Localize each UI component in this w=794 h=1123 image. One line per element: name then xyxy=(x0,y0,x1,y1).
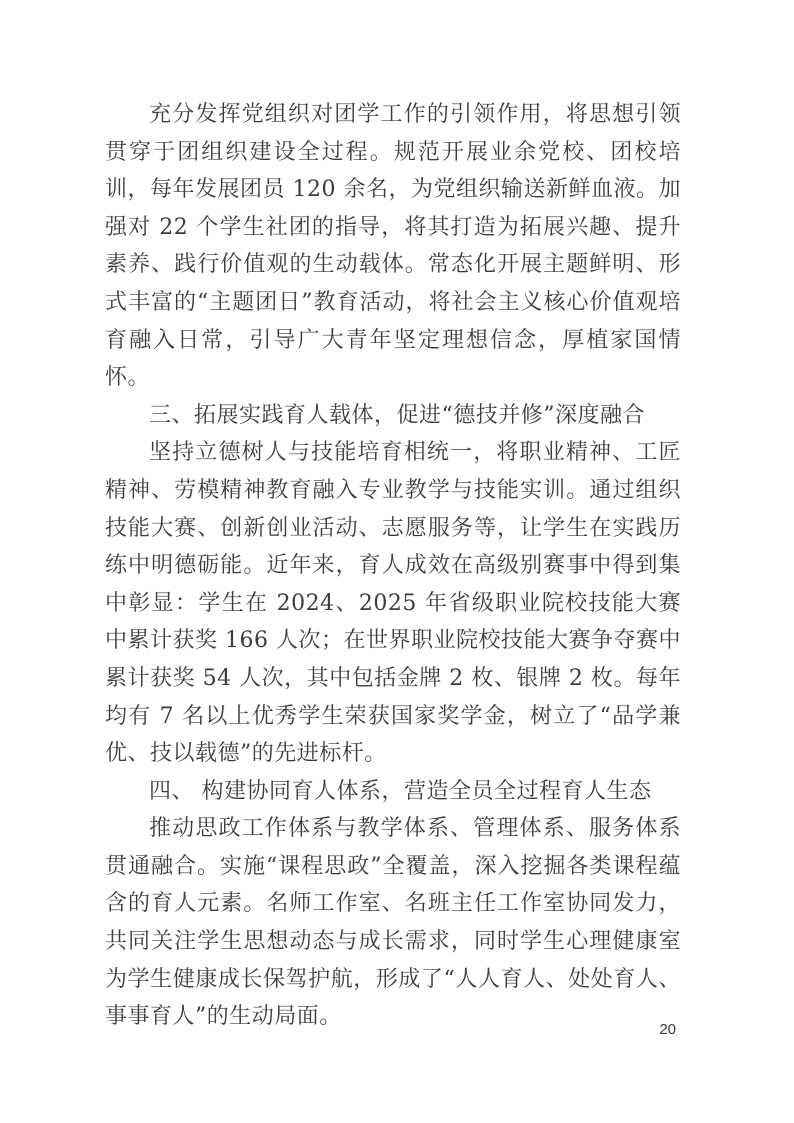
document-body xyxy=(105,96,681,1036)
section-heading-3: 三、拓展实践育人载体，促进“德技并修”深度融合 xyxy=(149,402,645,428)
page-number: 20 xyxy=(659,1021,676,1038)
section-heading-4: 四、 构建协同育人体系，营造全员全过程育人生态 xyxy=(149,778,652,804)
body-paragraph-3: 推动思政工作体系与教学体系、管理体系、服务体系贯通融合。实施“课程思政”全覆盖，深入挖掘各类课程蕴含的育人元素。名师工作室、名班主任工作室协同发力，共同关注学生思想动态与成长需求，同时学生心理健康室为学生健康成长保驾护航，形成了“人人育人、处处育人、事事育人”的生动局面。 xyxy=(105,816,681,1030)
body-paragraph-2: 坚持立德树人与技能培育相统一，将职业精神、工匠精神、劳模精神教育融入专业教学与技能实训。通过组织技能大赛、创新创业活动、志愿服务等，让学生在实践历练中明德砺能。近年来，育人成效在高级别赛事中得到集中彰显：学生在 2024、2025 年省级职业院校技能大赛中累计获奖 166 人次；在世界职业院校技能大赛争夺赛中累计获奖 54 人次，其中包括金牌 2 枚、银牌 2 枚。每年均有 7 名以上优秀学生荣获国家奖学金，树立了“品学兼优、技以载德”的先进标杆。 xyxy=(105,440,681,767)
body-paragraph-1: 充分发挥党组织对团学工作的引领作用，将思想引领贯穿于团组织建设全过程。规范开展业余党校、团校培训，每年发展团员 120 余名，为党组织输送新鲜血液。加强对 22 个学生社团的指导，将其打造为拓展兴趣、提升素养、践行价值观的生动载体。常态化开展主题鲜明、形式丰富的“主题团日”教育活动，将社会主义核心价值观培育融入日常，引导广大青年坚定理想信念，厚植家国情怀。 xyxy=(105,102,681,391)
